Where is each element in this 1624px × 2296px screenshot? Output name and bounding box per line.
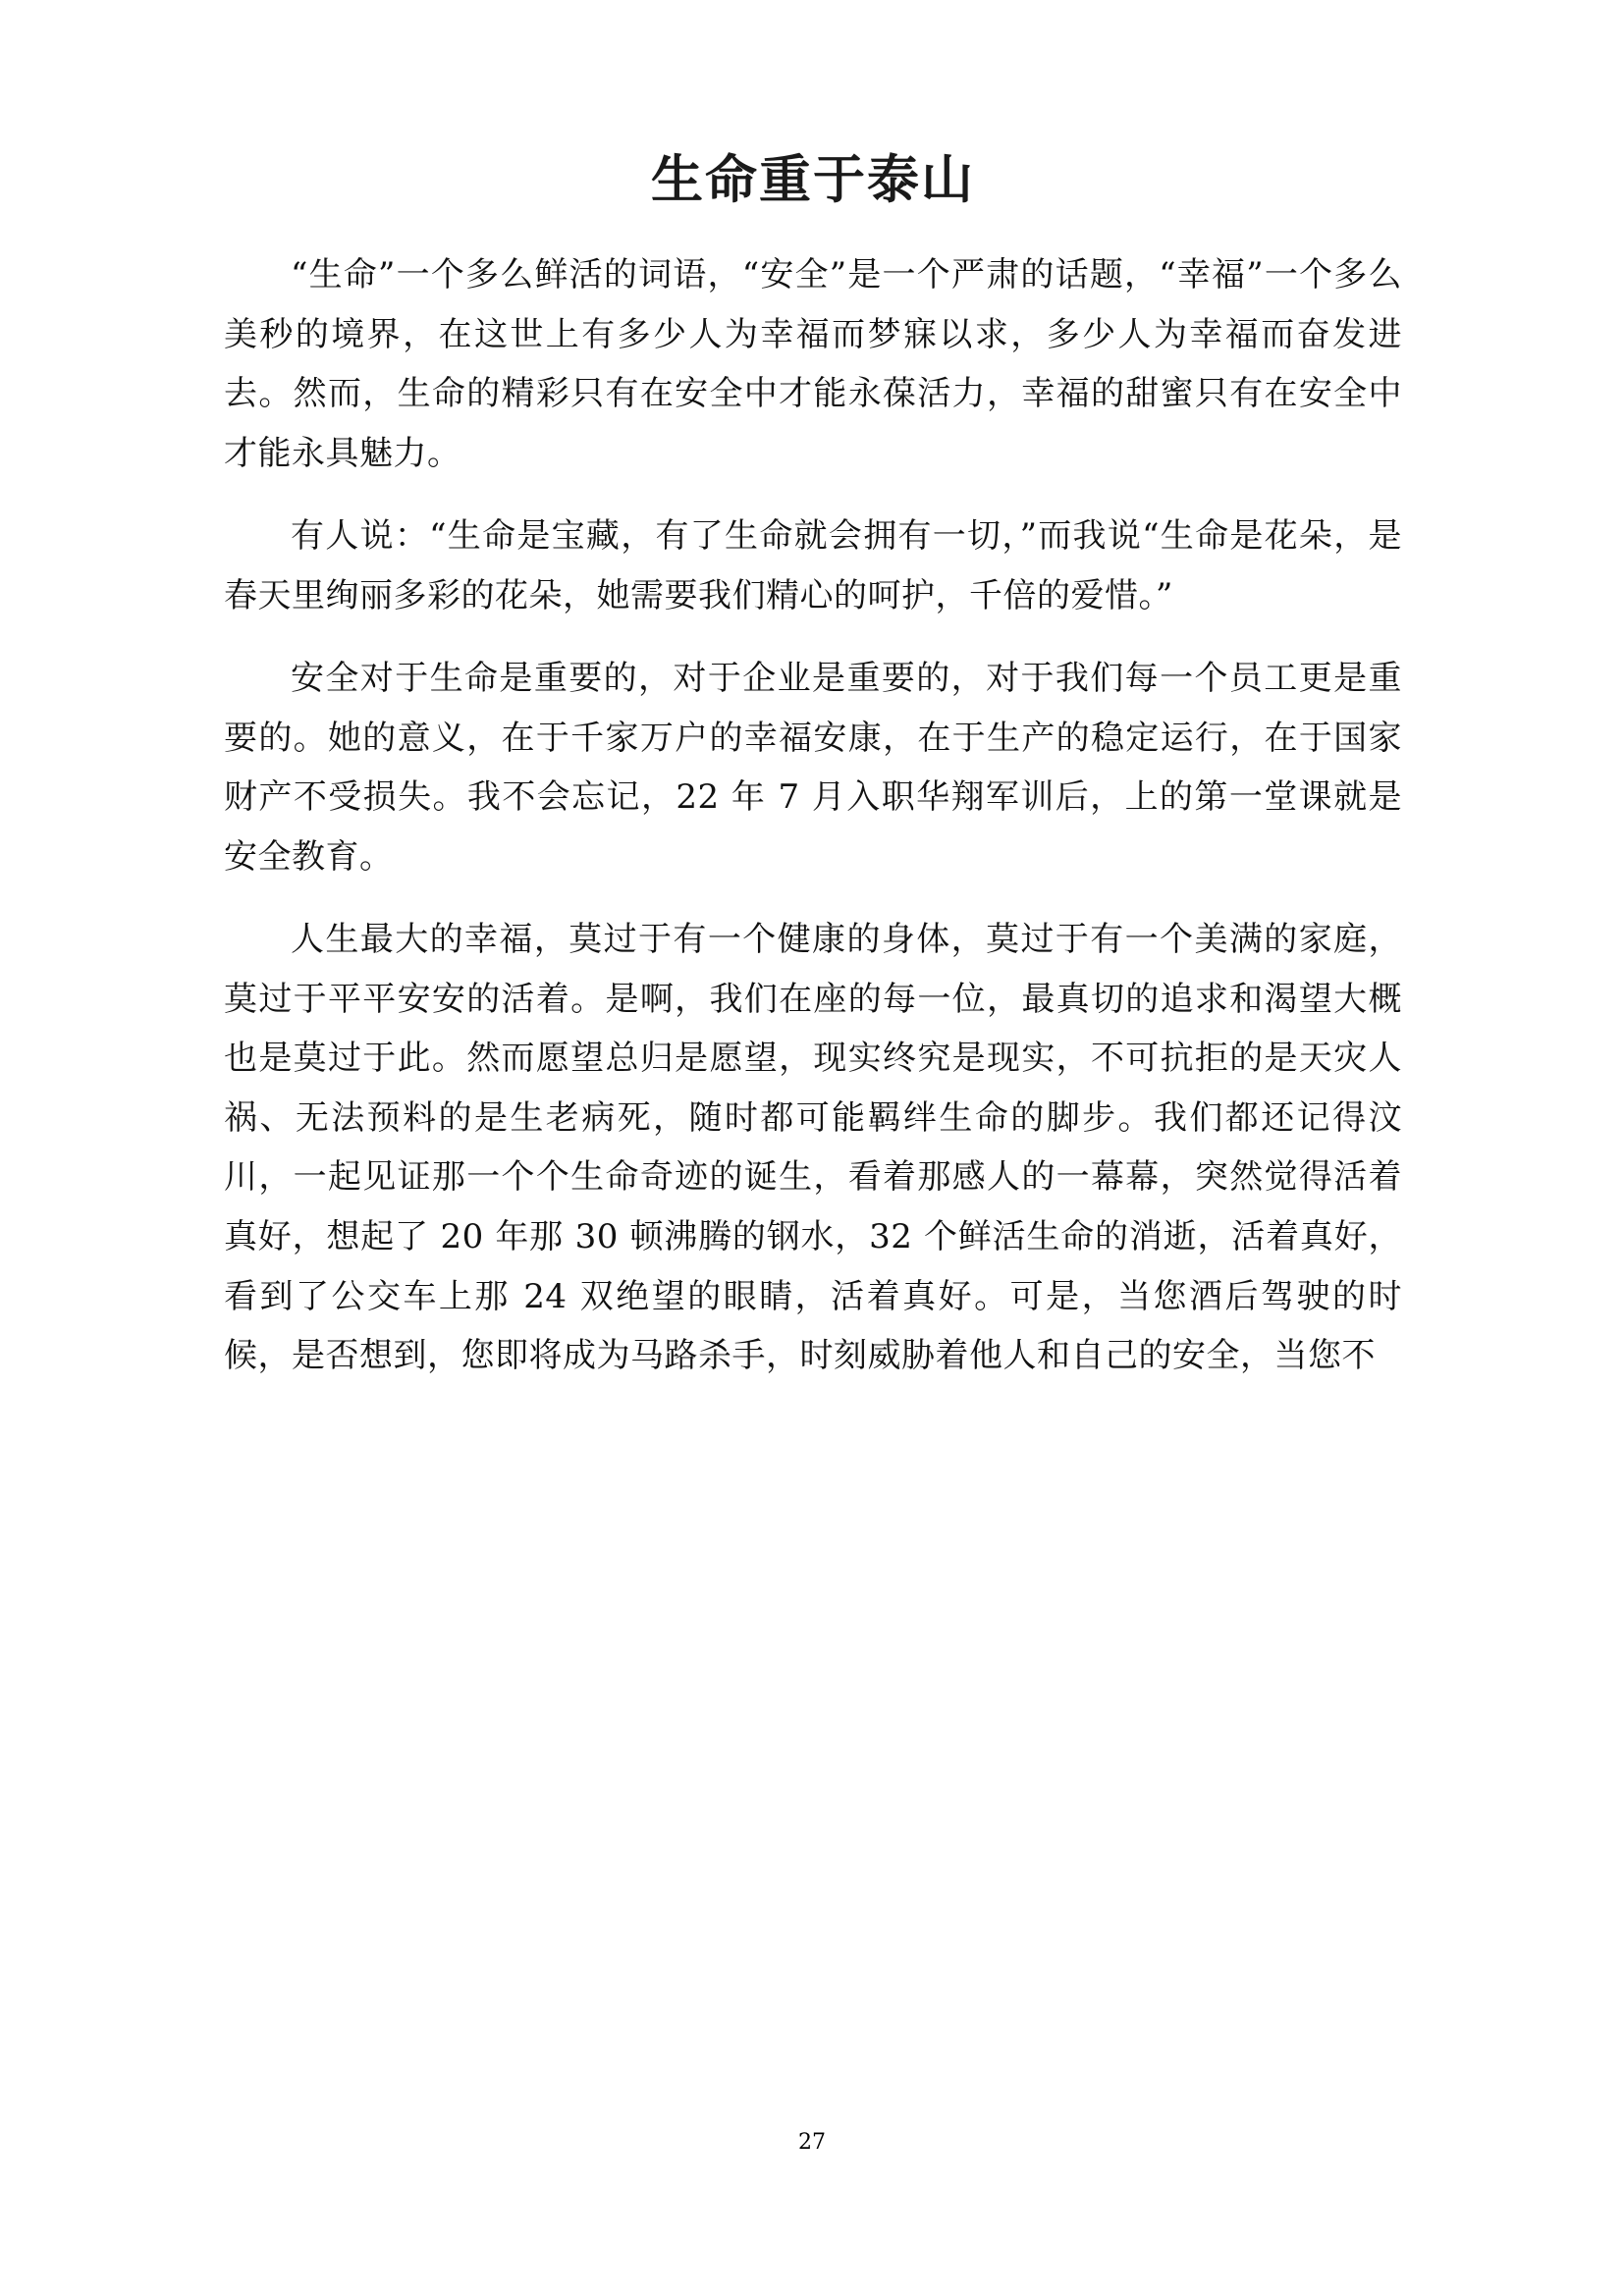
paragraph-3: 安全对于生命是重要的，对于企业是重要的，对于我们每一个员工更是重要的。她的意义，在于千家万户的幸福安康，在于生产的稳定运行，在于国家财产不受损失。我不会忘记，22 年 7 月入职华翔军训后，上的第一堂课就是安全教育。 [224, 659, 1402, 877]
document-body [224, 147, 1402, 1410]
page-number: 27 [798, 2130, 826, 2155]
paragraph-1: “生命”一个多么鲜活的词语，“安全”是一个严肃的话题，“幸福”一个多么美秒的境界，在这世上有多少人为幸福而梦寐以求，多少人为幸福而奋发进去。然而，生命的精彩只有在安全中才能永葆活力，幸福的甜蜜只有在安全中才能永具魅力。 [224, 255, 1402, 473]
paragraph-2: 有人说：“生命是宝藏，有了生命就会拥有一切，”而我说“生命是花朵，是春天里绚丽多彩的花朵，她需要我们精心的呵护，千倍的爱惜。” [224, 516, 1402, 615]
paragraph-4: 人生最大的幸福，莫过于有一个健康的身体，莫过于有一个美满的家庭，莫过于平平安安的活着。是啊，我们在座的每一位，最真切的追求和渴望大概也是莫过于此。然而愿望总归是愿望，现实终究是现实，不可抗拒的是天灾人祸、无法预料的是生老病死，随时都可能羁绊生命的脚步。我们都还记得汶川，一起见证那一个个生命奇迹的诞生，看着那感人的一幕幕，突然觉得活着真好，想起了 20 年那 30 顿沸腾的钢水，32 个鲜活生命的消逝，活着真好，看到了公交车上那 24 双绝望的眼睛，活着真好。可是，当您酒后驾驶的时候，是否想到，您即将成为马路杀手，时刻威胁着他人和自己的安全，当您不 [224, 920, 1402, 1376]
page-title: 生命重于泰山 [651, 149, 975, 210]
